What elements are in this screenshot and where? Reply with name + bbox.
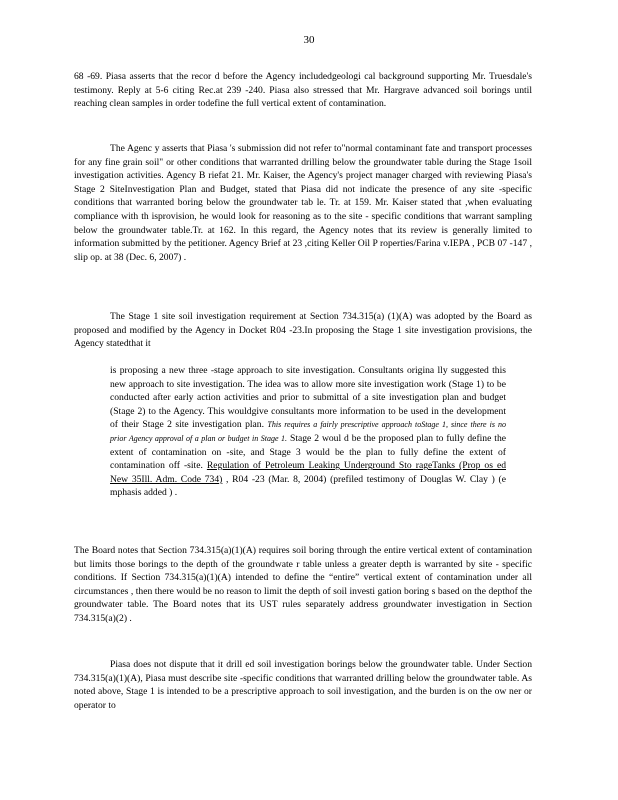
quote-text-continued: Stage 2 woul d be the proposed plan to fully define the extent of contamination on -site, and Stage 3 would be the plan to fully define the extent of contamination off -site. xyxy=(110,432,507,472)
paragraph-2: The Agenc y asserts that Piasa 's submission did not refer to"normal contaminant fate and transport processes for any fine grain soil" or other conditions that warranted drilling below the groundwater table during the Stage 1soil investigation activities. Agency B riefat 21. Mr. Kaiser, the Agency's project manager charged with reviewing Piasa's Stage 2 SiteInvestigation Plan and Budget, stated that Piasa did not indicate the presence of any site -specific conditions that warranted boring below the groundwater tab le. Tr. at 159. Mr. Kaiser stated that ,when evaluating compliance with th isprovision, he would look for reasoning as to the site - specific conditions that warrant sampling below the groundwater table.Tr. at 162. In this regard, the Agency notes that its review is generally limited to information submitted by the petitioner. Agency Brief at 23 ,citing Keller Oil P roperties/Farina v.IEPA , PCB 07 -147 , slip op. at 38 (Dec. 6, 2007) . xyxy=(74,143,532,263)
paragraph-5: Piasa does not dispute that it drill ed soil investigation borings below the groundwater table. Under Section 734.315(a)(1)(A), Piasa must describe site -specific conditions that warranted drilling below the groundwater table. As noted above, Stage 1 is intended to be a prescriptive approach to soil investigation, and the burden is on the ow ner or operator to xyxy=(74,659,532,711)
paragraph-3: The Stage 1 site soil investigation requirement at Section 734.315(a) (1)(A) was adopted by the Board as proposed and modified by the Agency in Docket R04 -23.In proposing the Stage 1 site investigation provisions, the Agency statedthat it xyxy=(74,311,532,350)
quote-citation: , R04 -23 (Mar. 8, 2004) (prefiled testimony of Douglas W. Clay ) (e mphasis added ) . xyxy=(110,473,506,499)
quote-emphasis: This requires a fairly prescriptive approach toStage 1, since there is no prior Agency approval of a plan or budget in Stage 1. xyxy=(110,420,506,443)
quote-text: is proposing a new three -stage approach to site investigation. Consultants origina lly suggested this new approach to site investigation. The idea was to allow more site investigation work (Stage 1) to be conducted after early action activities and prior to submittal of a site investigation plan and budget (Stage 2) to the Agency. This wouldgive consultants more information to be used in the development of their Stage 2 site investigation plan. xyxy=(110,365,506,431)
block-quote xyxy=(110,364,506,500)
paragraph-1: 68 -69. Piasa asserts that the recor d before the Agency includedgeologi cal background supporting Mr. Truesdale's testimony. Reply at 5-6 citing Rec.at 239 -240. Piasa also stressed that Mr. Hargrave advanced soil borings until reaching clean samples in order todefine the full vertical extent of contamination. xyxy=(74,71,532,110)
page-number: 30 xyxy=(303,34,315,46)
paragraph-4: The Board notes that Section 734.315(a)(1)(A) requires soil boring through the entire vertical extent of contamination but limits those borings to the depth of the groundwate r table unless a greater depth is warranted by site - specific conditions. If Section 734.315(a)(1)(A) intended to define the “entire” vertical extent of contamination under all circumstances , then there would be no reason to limit the depth of soil investi gation boring s based on the depthof the groundwater table. The Board notes that its UST rules separately address groundwater investigation in Section 734.315(a)(2) . xyxy=(74,545,532,624)
quote-citation-title: Regulation of Petroleum Leaking Underground Sto rageTanks (Prop os ed New 35Ill. Adm. Code 734) xyxy=(110,460,507,485)
